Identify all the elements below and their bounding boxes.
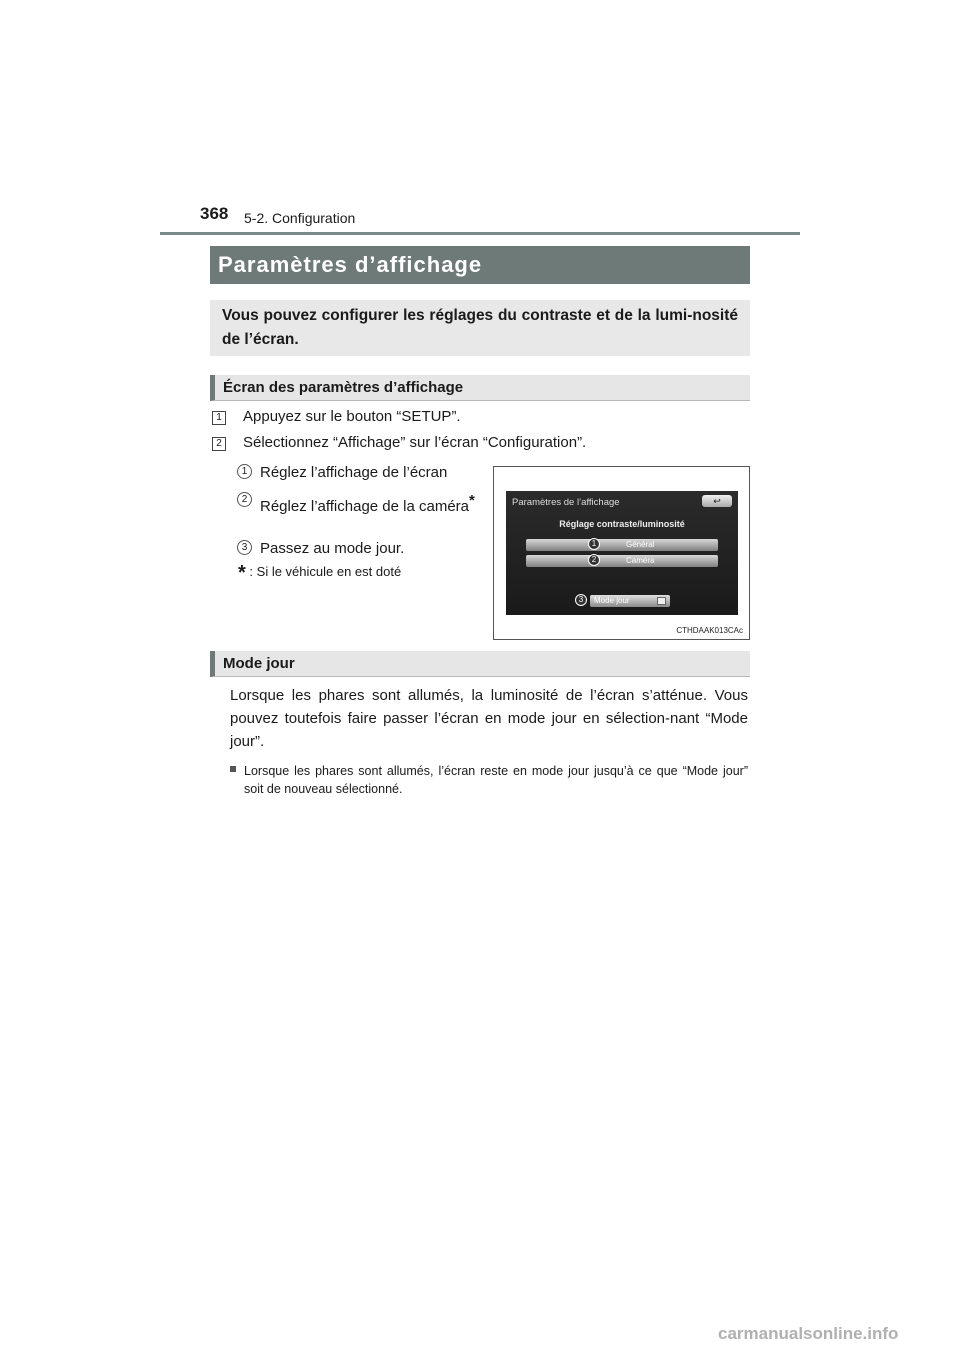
item-text [260, 489, 482, 518]
general-label: Général [626, 540, 655, 549]
note-text: Lorsque les phares sont allumés, l’écran reste en mode jour jusqu’à ce que “Mode jour” soit de nouveau sélectionné. [244, 764, 748, 796]
day-mode-label: Mode jour [594, 596, 630, 605]
item-number: 1 [237, 464, 252, 479]
section-heading-display-screen: Écran des paramètres d’affichage [210, 375, 750, 401]
page-title: Paramètres d’affichage [210, 246, 750, 284]
item-text: Passez au mode jour. [260, 540, 405, 557]
section-heading-day-mode: Mode jour [210, 651, 750, 677]
footnote-mark: * [238, 562, 246, 584]
callout-number: 2 [588, 554, 600, 566]
screen-figure [493, 466, 750, 640]
step-text: Appuyez sur le bouton “SETUP”. [243, 408, 461, 425]
day-mode-button[interactable] [590, 595, 670, 607]
day-mode-body: Lorsque les phares sont allumés, la luminosité de l’écran s’atténue. Vous pouvez toutefois faire passer l’écran en mode jour en sélection-nant “Mode jour”. [230, 687, 748, 750]
page-number: 368 [200, 204, 229, 223]
footnote-mark: * [469, 492, 475, 509]
item-text: Réglez l’affichage de l’écran [260, 464, 448, 481]
screen-subtitle: Réglage contraste/luminosité [559, 519, 685, 529]
watermark: carmanualsonline.info [718, 1324, 899, 1343]
back-icon[interactable]: ↩ [702, 495, 732, 507]
step-number: 2 [212, 437, 226, 451]
intro-box: Vous pouvez configurer les réglages du contraste et de la lumi-nosité de l’écran. [210, 300, 750, 356]
header-rule [160, 232, 800, 235]
figure-code: CTHDAAK013CAc [676, 626, 743, 635]
step-number: 1 [212, 411, 226, 425]
camera-label: Caméra [626, 556, 655, 565]
note [230, 762, 748, 798]
general-button[interactable] [526, 539, 718, 551]
callout-number: 3 [575, 594, 587, 606]
item-number: 3 [237, 540, 252, 555]
item-text-label: Réglez l’affichage de la caméra [260, 498, 470, 515]
screen-title: Paramètres de l’affichage [512, 497, 620, 508]
section-label: 5-2. Configuration [244, 210, 356, 226]
footnote [238, 562, 401, 585]
note-bullet-icon [230, 766, 236, 772]
callout-number: 1 [588, 538, 600, 550]
display-screen [506, 491, 738, 615]
step-text: Sélectionnez “Affichage” sur l’écran “Configuration”. [243, 434, 587, 451]
day-mode-checkbox[interactable] [657, 597, 666, 605]
item-number: 2 [237, 492, 252, 507]
footnote-text: : Si le véhicule en est doté [249, 564, 402, 579]
camera-button[interactable] [526, 555, 718, 567]
